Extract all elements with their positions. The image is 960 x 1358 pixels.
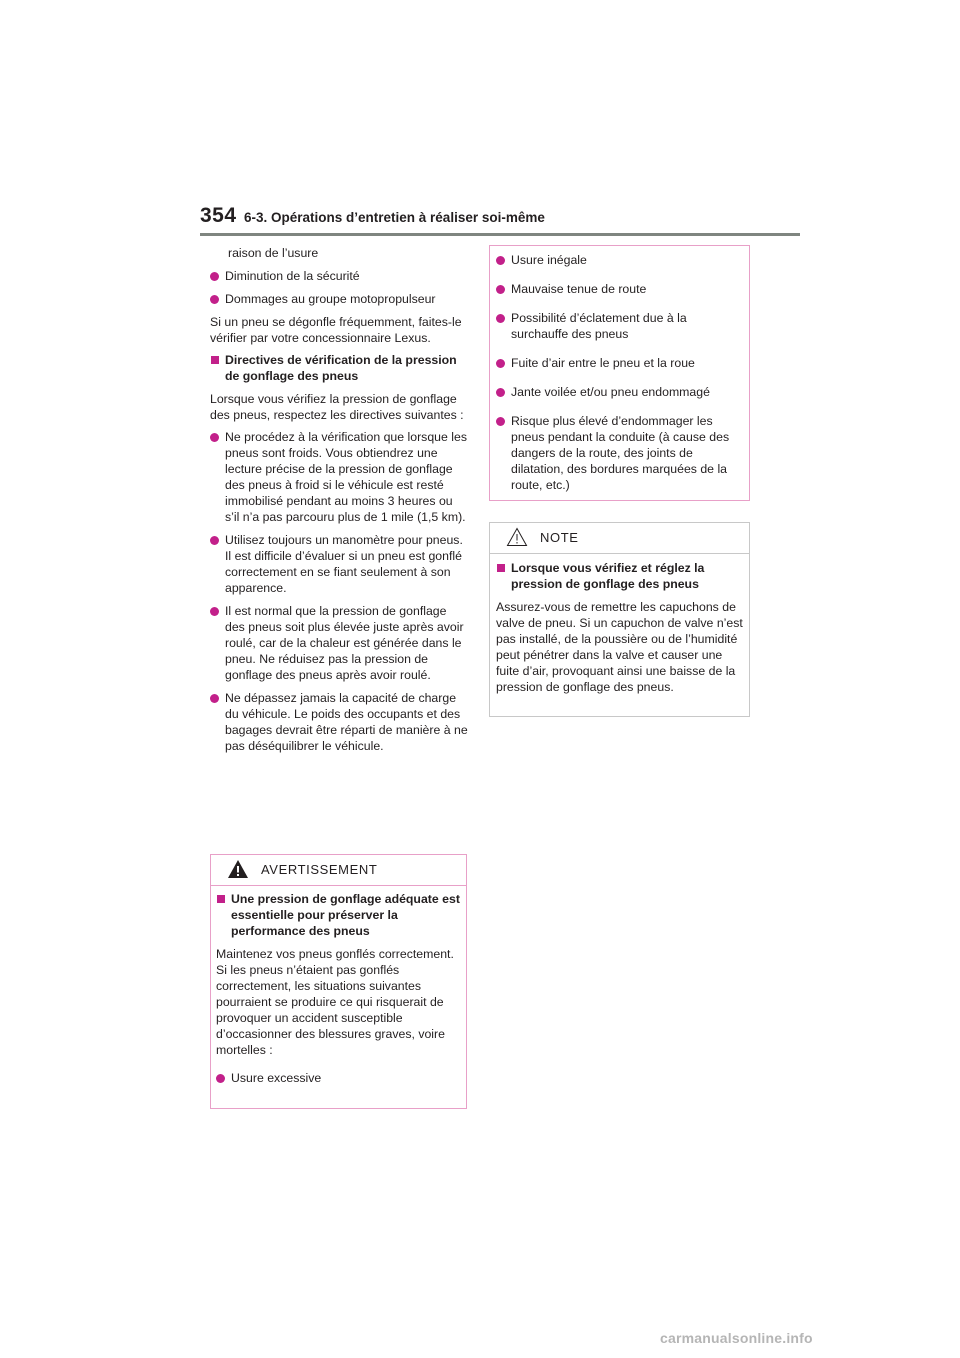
list-item: Risque plus élevé d’endommager les pneus pendant la conduite (à cause des dangers de la route, des joints de dilatation, des bordures marquées de la route, etc.)	[496, 413, 744, 493]
square-bullet-icon	[211, 356, 219, 364]
list-item: Mauvaise tenue de route	[496, 281, 744, 297]
list-item: Possibilité d’éclatement due à la surchauffe des pneus	[496, 310, 744, 342]
note-box	[489, 522, 750, 717]
paragraph: Lorsque vous vérifiez la pression de gonflage des pneus, respectez les directives suivantes :	[210, 392, 464, 422]
continuation-text: raison de l’usure	[228, 246, 319, 260]
list-item: Diminution de la sécurité	[210, 268, 468, 284]
square-bullet-icon	[497, 564, 505, 572]
warning-title: AVERTISSEMENT	[261, 862, 378, 877]
note-text: Assurez-vous de remettre les capuchons de valve de pneu. Si un capuchon de valve n’est pas installé, de la poussière ou de l’humidité peut pénétrer dans la valve et causer une fuite d’air, provoquant ainsi une baisse de la pression de gonflage des pneus.	[496, 600, 743, 694]
list-item: Dommages au groupe motopropulseur	[210, 291, 468, 307]
warning-heading: Une pression de gonflage adéquate est essentielle pour préserver la performance des pneus	[216, 891, 461, 939]
list-item: Utilisez toujours un manomètre pour pneus. Il est difficile d’évaluer si un pneu est gonflé correctement en se fiant seulement à son apparence.	[210, 532, 468, 596]
page-number: 354	[200, 204, 237, 227]
bullet-dot-icon	[496, 314, 505, 323]
list-item: Ne procédez à la vérification que lorsque les pneus sont froids. Vous obtiendrez une lecture précise de la pression de gonflage des pneus à froid si le véhicule est resté immobilisé pendant au moins 3 heures ou s’il n’a pas parcouru plus de 1 mile (1,5 km).	[210, 429, 468, 525]
section-title: 6-3. Opérations d’entretien à réaliser soi-même	[244, 210, 545, 225]
bullet-dot-icon	[210, 536, 219, 545]
bullet-dot-icon	[496, 359, 505, 368]
list-item: Usure inégale	[496, 252, 744, 268]
paragraph: Si un pneu se dégonfle fréquemment, faites-le vérifier par votre concessionnaire Lexus.	[210, 315, 462, 345]
list-item: Usure excessive	[216, 1070, 461, 1086]
list-item: Ne dépassez jamais la capacité de charge du véhicule. Le poids des occupants et des bagages devrait être réparti de manière à ne pas déséquilibrer le véhicule.	[210, 690, 468, 754]
bullet-dot-icon	[210, 607, 219, 616]
list-item: Jante voilée et/ou pneu endommagé	[496, 384, 744, 400]
list-item: Il est normal que la pression de gonflage des pneus soit plus élevée juste après avoir roulé, car de la chaleur est générée dans le pneu. Ne réduisez pas la pression de gonflage des pneus après avoir roulé.	[210, 603, 468, 683]
left-column	[210, 245, 468, 761]
note-body	[490, 554, 749, 695]
warning-continuation-box	[489, 245, 750, 501]
header-rule	[200, 233, 800, 236]
footer-watermark: carmanualsonline.info	[660, 1330, 813, 1346]
page-header	[200, 204, 800, 234]
warning-header	[211, 855, 466, 886]
bullet-dot-icon	[210, 272, 219, 281]
bullet-dot-icon	[210, 295, 219, 304]
bullet-dot-icon	[216, 1074, 225, 1083]
warning-text: Maintenez vos pneus gonflés correctement. Si les pneus n’étaient pas gonflés correctement, les situations suivantes pourraient se produire ce qui risquerait de provoquer un accident susceptible d’occasionner des blessures graves, voire mortelles :	[216, 947, 454, 1057]
warning-box	[210, 854, 467, 1109]
note-header	[490, 523, 749, 554]
bullet-dot-icon	[210, 694, 219, 703]
warning-triangle-icon	[227, 859, 249, 879]
bullet-dot-icon	[496, 388, 505, 397]
bullet-dot-icon	[496, 256, 505, 265]
bullet-dot-icon	[210, 433, 219, 442]
list-item: Fuite d’air entre le pneu et la roue	[496, 355, 744, 371]
note-heading: Lorsque vous vérifiez et réglez la pression de gonflage des pneus	[496, 560, 744, 592]
note-title: NOTE	[540, 530, 579, 545]
bullet-dot-icon	[496, 417, 505, 426]
caution-outline-triangle-icon	[506, 527, 528, 547]
warning-body	[211, 886, 466, 1086]
bullet-dot-icon	[496, 285, 505, 294]
section-heading: Directives de vérification de la pression de gonflage des pneus	[210, 352, 468, 384]
square-bullet-icon	[217, 895, 225, 903]
